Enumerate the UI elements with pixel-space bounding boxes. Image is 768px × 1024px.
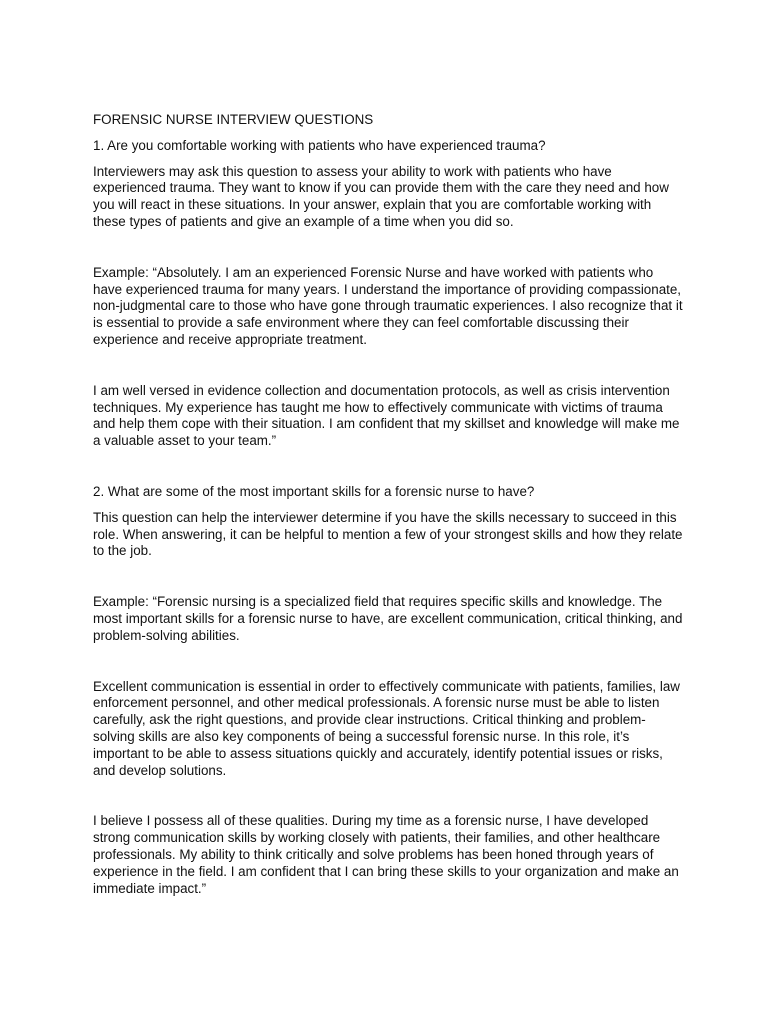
question-2-example-continued: Excellent communication is essential in order to effectively communicate with patients, families, law enforcement personnel, and other medical professionals. A forensic nurse must be able to listen carefully, ask the right questions, and provide clear instructions. Critical thinking and problem-solving skills are also key components of being a successful forensic nurse. In this role, it’s important to be able to assess situations quickly and accurately, identify potential issues or risks, and develop solutions. bbox=[93, 678, 680, 778]
question-1-example: Example: “Absolutely. I am an experienced Forensic Nurse and have worked with patients who have experienced trauma for many years. I understand the importance of providing compassionate, non-judgmental care to those who have gone through traumatic experiences. I also recognize that it is essential to provide a safe environment where they can feel comfortable discussing their experience and receive appropriate treatment. bbox=[93, 264, 683, 347]
question-2-example-closing: I believe I possess all of these qualities. During my time as a forensic nurse, I have developed strong communication skills by working closely with patients, their families, and other healthcare professionals. My ability to think critically and solve problems has been honed through years of experience in the field. I am confident that I can bring these skills to your organization and make an immediate impact.” bbox=[93, 813, 679, 896]
document-page bbox=[93, 112, 683, 897]
question-1: 1. Are you comfortable working with patients who have experienced trauma? bbox=[93, 137, 546, 153]
question-2-guidance: This question can help the interviewer determine if you have the skills necessary to succeed in this role. When answering, it can be helpful to mention a few of your strongest skills and how they relate to the job. bbox=[93, 509, 683, 559]
question-2: 2. What are some of the most important skills for a forensic nurse to have? bbox=[93, 483, 535, 499]
question-1-example-continued: I am well versed in evidence collection and documentation protocols, as well as crisis intervention techniques. My experience has taught me how to effectively communicate with victims of trauma and help them cope with their situation. I am confident that my skillset and knowledge will make me a valuable asset to your team.” bbox=[93, 382, 680, 449]
question-2-example: Example: “Forensic nursing is a specialized field that requires specific skills and knowledge. The most important skills for a forensic nurse to have, are excellent communication, critical thinking, and problem-solving abilities. bbox=[93, 594, 683, 643]
document-title: FORENSIC NURSE INTERVIEW QUESTIONS bbox=[93, 112, 374, 127]
question-1-guidance: Interviewers may ask this question to assess your ability to work with patients who have experienced trauma. They want to know if you can provide them with the care they need and how you will react in these situations. In your answer, explain that you are comfortable working with these types of patients and give an example of a time when you did so. bbox=[93, 163, 669, 229]
